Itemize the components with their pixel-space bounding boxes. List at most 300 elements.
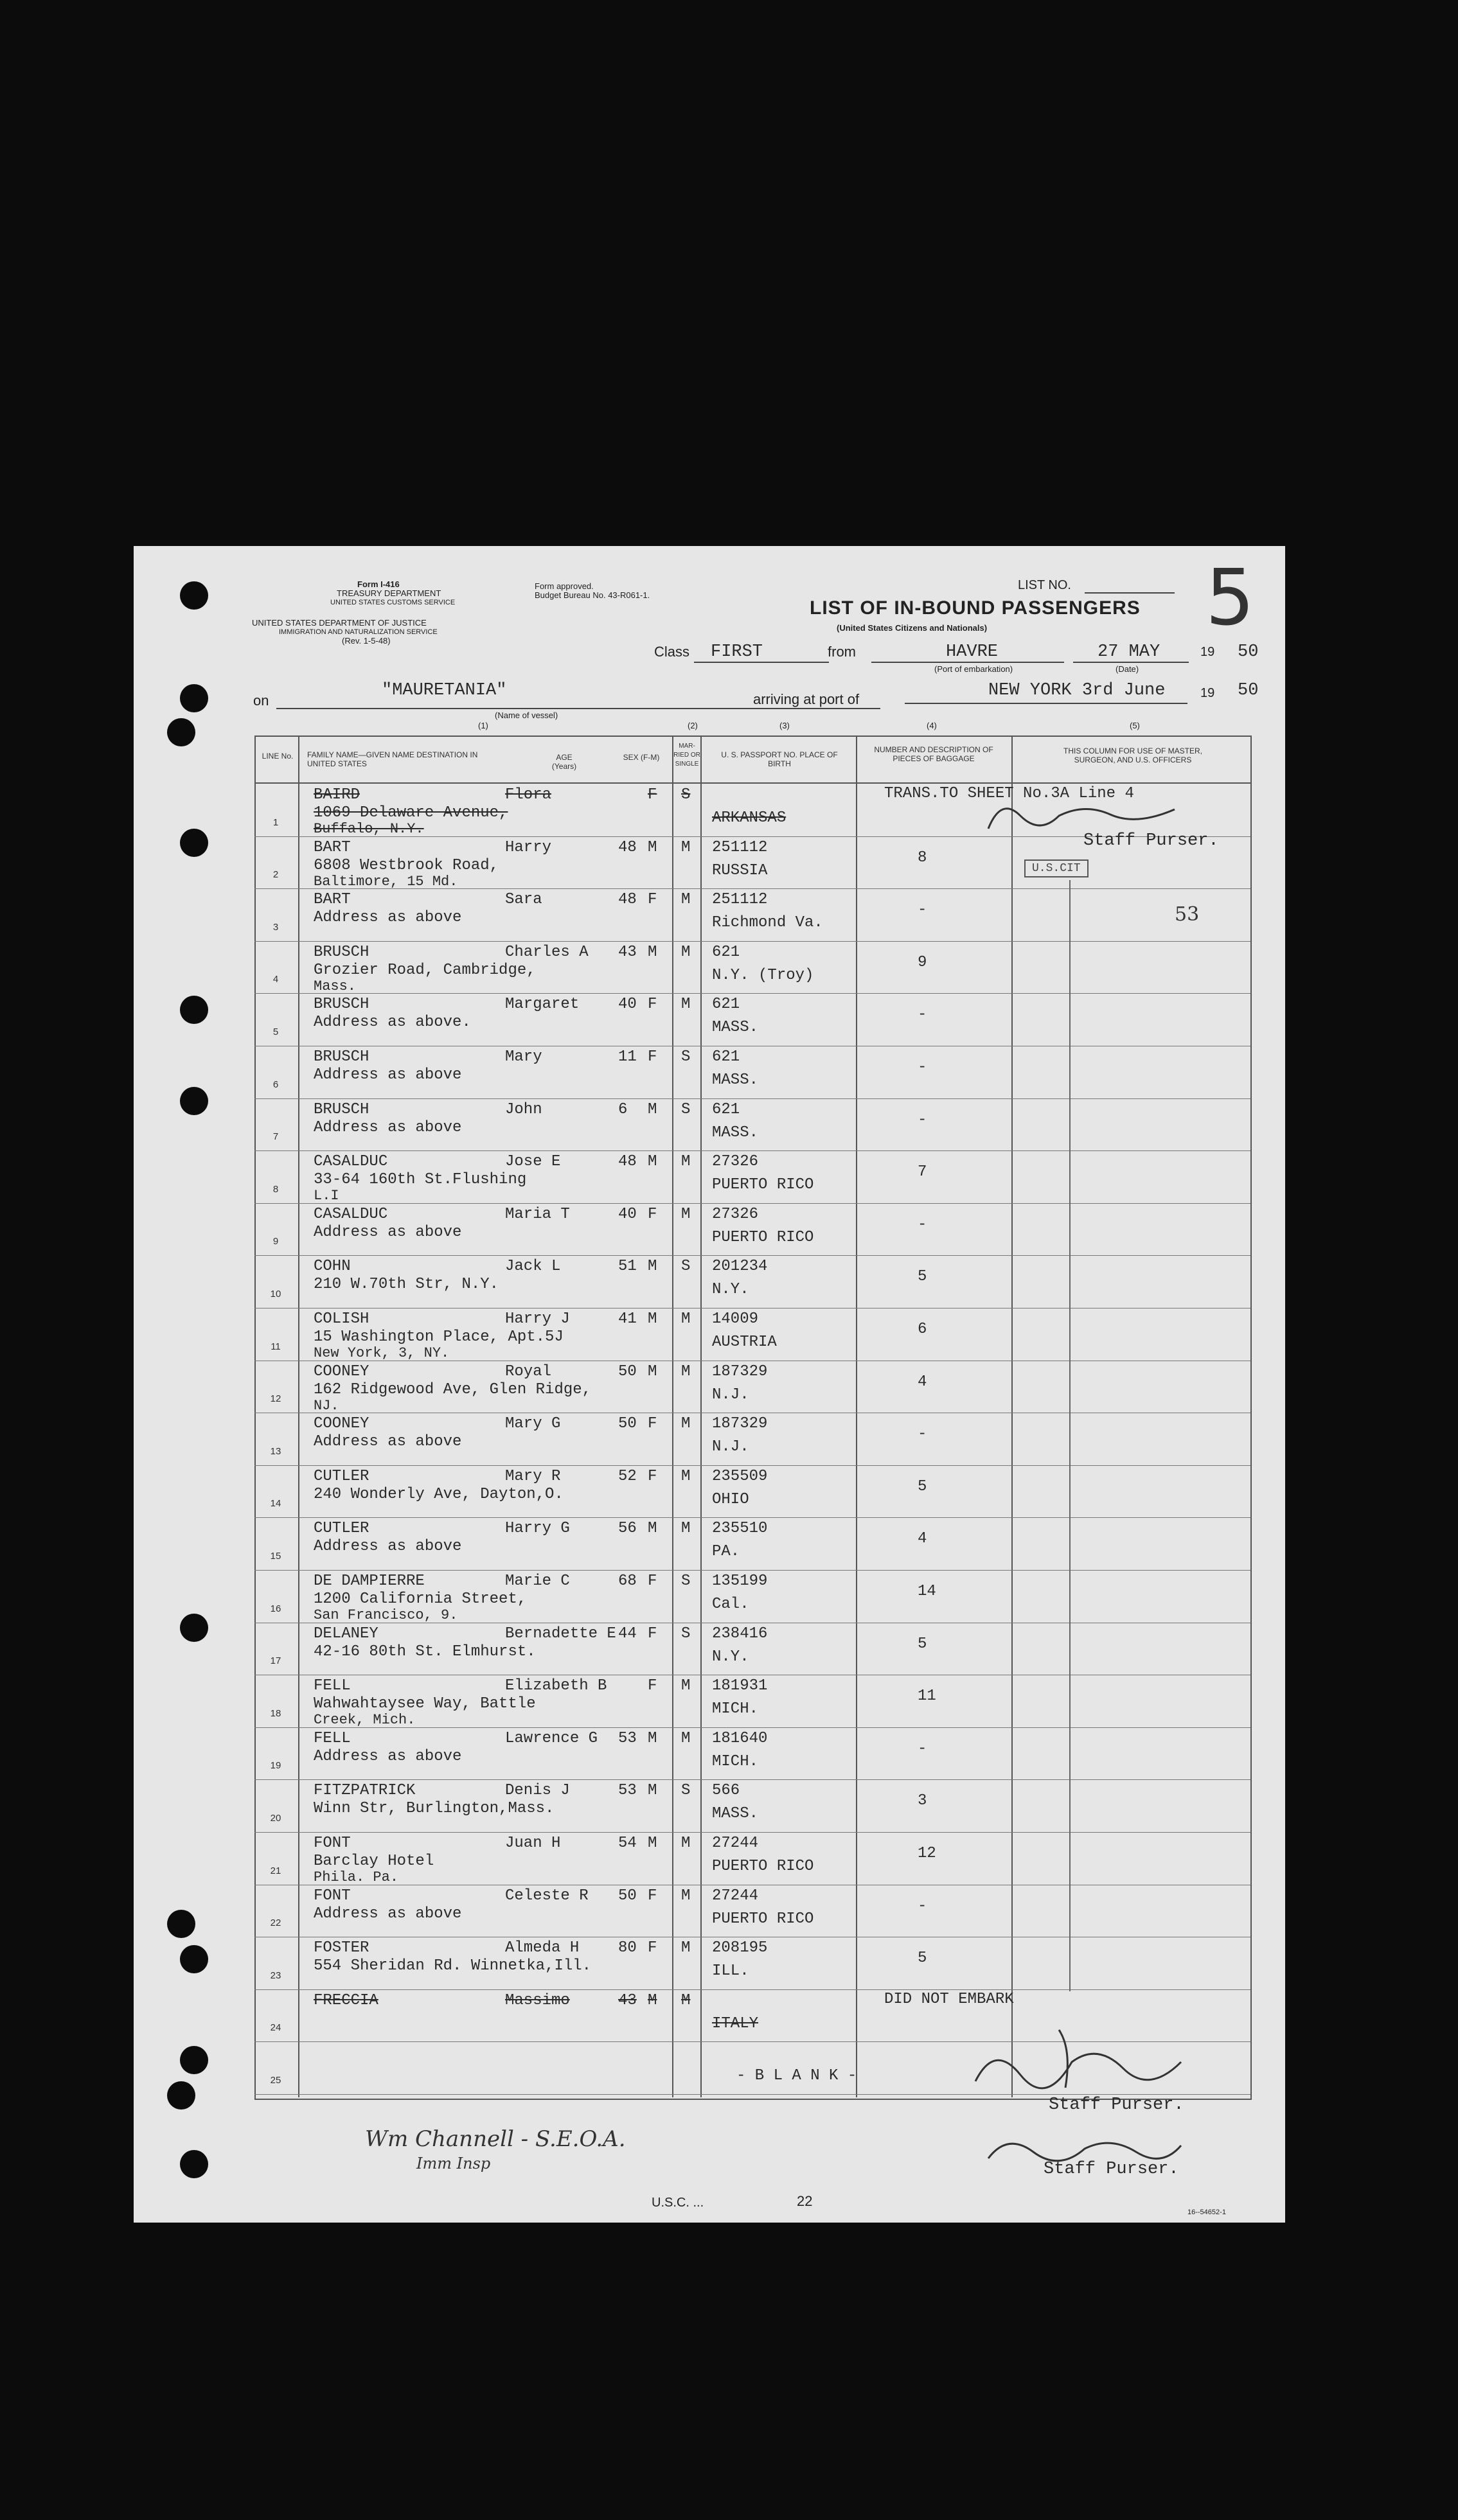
marital-status: S	[681, 1100, 691, 1118]
year2-prefix: 19	[1200, 686, 1215, 700]
vessel-caption: (Name of vessel)	[495, 710, 558, 720]
family-name: BART	[314, 838, 351, 856]
line-number: 11	[271, 1341, 281, 1352]
age: 50	[618, 1415, 637, 1433]
place-of-birth: PUERTO RICO	[712, 1910, 814, 1928]
place-of-birth: MASS.	[712, 1071, 759, 1089]
age: 50	[618, 1887, 637, 1905]
age: 48	[618, 838, 637, 856]
family-name: BART	[314, 891, 351, 909]
address-line-1: 240 Wonderly Ave, Dayton,O.	[314, 1485, 564, 1503]
address-line-1: Barclay Hotel	[314, 1853, 434, 1870]
colhead-age: AGE (Years)	[551, 753, 577, 771]
family-name: DE DAMPIERRE	[314, 1573, 425, 1590]
marital-status: M	[681, 1153, 691, 1171]
family-name: CUTLER	[314, 1467, 369, 1485]
punch-hole	[180, 2150, 208, 2178]
sex: M	[648, 1258, 657, 1276]
passport-number: 201234	[712, 1258, 768, 1276]
address-line-1: Winn Str, Burlington,Mass.	[314, 1800, 555, 1818]
sex: M	[648, 1520, 657, 1538]
line-number: 6	[272, 1079, 279, 1090]
inspector-signature: Wm Channell - S.E.O.A.	[365, 2126, 626, 2152]
purser-signature	[982, 790, 1187, 841]
passport-number: 251112	[712, 891, 768, 909]
year-prefix: 19	[1200, 645, 1215, 659]
colhead-passport: U. S. PASSPORT NO. PLACE OF BIRTH	[721, 750, 838, 768]
justice-dept: UNITED STATES DEPARTMENT OF JUSTICE	[252, 618, 427, 628]
baggage-count: 6	[918, 1321, 927, 1338]
budget-bureau: Budget Bureau No. 43-R061-1.	[535, 590, 650, 600]
address-line-1: Address as above.	[314, 1014, 471, 1032]
line-number: 18	[270, 1707, 281, 1719]
place-of-birth: RUSSIA	[712, 861, 768, 879]
address-line-2: Creek, Mich.	[314, 1712, 416, 1729]
punch-hole	[180, 1087, 208, 1115]
place-of-birth: ARKANSAS	[712, 809, 787, 827]
given-name: Lawrence G	[505, 1729, 598, 1747]
baggage-count: -	[918, 1215, 927, 1233]
port-embark-caption: (Port of embarkation)	[934, 664, 1013, 674]
marital-status: M	[681, 1415, 691, 1433]
line-number: 23	[270, 1969, 281, 1981]
sex: F	[648, 786, 657, 804]
age: 53	[618, 1782, 637, 1800]
table-row	[254, 1570, 1250, 1623]
staff-purser-2: Staff Purser.	[1049, 2095, 1184, 2115]
passport-number: 181931	[712, 1677, 768, 1695]
given-name: Mary G	[505, 1415, 561, 1433]
line-number: 1	[272, 816, 279, 828]
marital-status: M	[681, 1520, 691, 1538]
place-of-birth: PUERTO RICO	[712, 1228, 814, 1246]
colhead-baggage: NUMBER AND DESCRIPTION OF PIECES OF BAGGAGE	[874, 745, 993, 763]
list-number-handwritten: 5	[1205, 554, 1255, 643]
baggage-count: -	[918, 901, 927, 919]
passport-number: 566	[712, 1782, 740, 1800]
address-line-1: Address as above	[314, 1066, 462, 1084]
sex: F	[648, 1205, 657, 1223]
sex: M	[648, 838, 657, 856]
purser-signature	[982, 2126, 1187, 2171]
place-of-birth: AUSTRIA	[712, 1334, 777, 1351]
marital-status: S	[681, 1625, 691, 1643]
colhead-line: LINE No.	[262, 752, 294, 761]
family-name: BRUSCH	[314, 996, 369, 1014]
line-number: 14	[270, 1498, 281, 1510]
line-number: 13	[270, 1445, 281, 1457]
place-of-birth: MASS.	[712, 1805, 759, 1823]
sex: F	[648, 1939, 657, 1957]
family-name: FELL	[314, 1729, 351, 1747]
baggage-count: -	[918, 1897, 927, 1915]
year2-value: 50	[1238, 681, 1259, 700]
place-of-birth: Cal.	[712, 1596, 749, 1613]
passport-number: 238416	[712, 1625, 768, 1643]
table-row	[254, 1832, 1250, 1885]
line-number: 20	[270, 1812, 281, 1824]
passport-number: 27244	[712, 1835, 759, 1852]
colhead-name: FAMILY NAME—GIVEN NAME DESTINATION IN UNITED STATES	[307, 750, 478, 768]
punch-hole	[180, 829, 208, 857]
date-caption: (Date)	[1116, 664, 1139, 674]
marital-status: M	[681, 1729, 691, 1747]
sex: F	[648, 1573, 657, 1590]
table-row	[254, 993, 1250, 1046]
baggage-count: -	[918, 1059, 927, 1076]
place-of-birth: OHIO	[712, 1490, 749, 1508]
table-row	[254, 1361, 1250, 1413]
family-name: BRUSCH	[314, 1048, 369, 1066]
sex: M	[648, 943, 657, 961]
punch-hole	[180, 2046, 208, 2074]
age: 54	[618, 1835, 637, 1852]
baggage-count: 5	[918, 1268, 927, 1286]
passport-number: 621	[712, 996, 740, 1014]
given-name: Marie C	[505, 1573, 570, 1590]
punch-hole	[180, 581, 208, 610]
baggage-count: 5	[918, 1635, 927, 1653]
sex: F	[648, 1887, 657, 1905]
line-number: 16	[270, 1603, 281, 1614]
age: 50	[618, 1362, 637, 1380]
line-number: 19	[270, 1760, 281, 1772]
count-annotation: 53	[1175, 903, 1200, 926]
place-of-birth: PA.	[712, 1543, 740, 1561]
passport-number: 621	[712, 1100, 740, 1118]
address-line-1: Address as above	[314, 1433, 462, 1451]
table-row	[254, 1413, 1250, 1465]
revision: (Rev. 1-5-48)	[342, 636, 391, 646]
marital-status: M	[681, 1887, 691, 1905]
marital-status: M	[681, 996, 691, 1014]
punch-hole	[180, 684, 208, 712]
passport-number: 181640	[712, 1729, 768, 1747]
place-of-birth: N.Y.	[712, 1648, 749, 1666]
customs-service: UNITED STATES CUSTOMS SERVICE	[330, 599, 456, 606]
baggage-count: 8	[918, 849, 927, 867]
address-line-1: 15 Washington Place, Apt.5J	[314, 1328, 564, 1346]
passport-number: 187329	[712, 1362, 768, 1380]
ins-service: IMMIGRATION AND NATURALIZATION SERVICE	[279, 628, 438, 636]
family-name: CASALDUC	[314, 1205, 388, 1223]
baggage-count: 5	[918, 1477, 927, 1495]
passport-number: 621	[712, 943, 740, 961]
marital-status: M	[681, 1310, 691, 1328]
list-no-label: LIST NO.	[1018, 578, 1071, 592]
age: 68	[618, 1573, 637, 1590]
family-name: CASALDUC	[314, 1153, 388, 1171]
passport-number: 235510	[712, 1520, 768, 1538]
sex: M	[648, 1729, 657, 1747]
table-row	[254, 1308, 1250, 1361]
address-line-2: L.I	[314, 1188, 339, 1204]
sex: F	[648, 1625, 657, 1643]
family-name: BRUSCH	[314, 1100, 369, 1118]
inspector-title: Imm Insp	[416, 2154, 491, 2172]
marital-status: M	[681, 1362, 691, 1380]
marital-status: M	[681, 1205, 691, 1223]
footer-usc: U.S.C. ...	[652, 2196, 704, 2210]
given-name: Mary	[505, 1048, 542, 1066]
marital-status: M	[681, 1939, 691, 1957]
punch-hole	[167, 2081, 195, 2110]
baggage-count: -	[918, 1006, 927, 1024]
passport-number: 251112	[712, 838, 768, 856]
given-name: Mary R	[505, 1467, 561, 1485]
place-of-birth: N.Y. (Troy)	[712, 966, 814, 984]
date-value: 27 MAY	[1098, 642, 1160, 662]
address-line-1: 33-64 160th St.Flushing	[314, 1171, 527, 1189]
family-name: BAIRD	[314, 786, 360, 804]
given-name: Maria T	[505, 1205, 570, 1223]
given-name: Sara	[505, 891, 542, 909]
address-line-2: San Francisco, 9.	[314, 1607, 458, 1623]
family-name: BRUSCH	[314, 943, 369, 961]
sex: F	[648, 1415, 657, 1433]
purser-signature	[969, 2023, 1187, 2101]
form-number: Form I-416	[357, 579, 400, 589]
staff-purser-1: Staff Purser.	[1083, 831, 1219, 850]
passport-number: 135199	[712, 1573, 768, 1590]
sex: F	[648, 996, 657, 1014]
address-line-2: Baltimore, 15 Md.	[314, 873, 458, 890]
address-line-2: Buffalo, N.Y.	[314, 821, 424, 837]
address-line-1: 6808 Westbrook Road,	[314, 856, 499, 874]
address-line-1: 42-16 80th St. Elmhurst.	[314, 1643, 536, 1661]
address-line-1: Address as above	[314, 909, 462, 927]
age: 48	[618, 1153, 637, 1171]
line-number: 24	[270, 2022, 281, 2034]
passport-number: 27244	[712, 1887, 759, 1905]
given-name: Jose E	[505, 1153, 561, 1171]
given-name: Charles A	[505, 943, 589, 961]
sex: F	[648, 1048, 657, 1066]
table-row	[254, 1885, 1250, 1937]
treasury-dept: TREASURY DEPARTMENT	[337, 588, 441, 598]
family-name: FRECCIA	[314, 1991, 378, 2009]
family-name: FITZPATRICK	[314, 1782, 416, 1800]
baggage-count: 12	[918, 1845, 936, 1862]
sex: M	[648, 1310, 657, 1328]
address-line-1: Grozier Road, Cambridge,	[314, 961, 536, 979]
given-name: Juan H	[505, 1835, 561, 1852]
given-name: Almeda H	[505, 1939, 580, 1957]
given-name: Margaret	[505, 996, 580, 1014]
address-line-2: Phila. Pa.	[314, 1869, 399, 1885]
table-row	[254, 1150, 1250, 1203]
family-name: CUTLER	[314, 1520, 369, 1538]
given-name: Bernadette E	[505, 1625, 616, 1643]
family-name: FONT	[314, 1887, 351, 1905]
age: 40	[618, 1205, 637, 1223]
sex: F	[648, 1467, 657, 1485]
table-row	[254, 1623, 1250, 1675]
table-row	[254, 888, 1250, 941]
class-label: Class	[654, 644, 690, 660]
baggage-count: 11	[918, 1687, 936, 1705]
on-label: on	[253, 692, 269, 709]
colhead-officers: THIS COLUMN FOR USE OF MASTER, SURGEON, AND U.S. OFFICERS	[1063, 746, 1202, 764]
family-name: COHN	[314, 1258, 351, 1276]
address-line-1: Address as above	[314, 1538, 462, 1556]
address-line-1: 162 Ridgewood Ave, Glen Ridge,	[314, 1380, 592, 1398]
line-number: 9	[272, 1236, 279, 1247]
place-of-birth: MASS.	[712, 1123, 759, 1141]
punch-hole	[180, 1945, 208, 1973]
age: 80	[618, 1939, 637, 1957]
table-row	[254, 1937, 1250, 1989]
age: 44	[618, 1625, 637, 1643]
table-row	[254, 1779, 1250, 1832]
age: 11	[618, 1048, 637, 1066]
col-num-3: (3)	[779, 721, 790, 730]
given-name: Elizabeth B	[505, 1677, 607, 1695]
line-number: 17	[270, 1655, 281, 1667]
punch-hole	[180, 1614, 208, 1642]
from-value: HAVRE	[946, 642, 999, 662]
family-name: FONT	[314, 1835, 351, 1852]
line-number: 7	[272, 1131, 279, 1143]
marital-status: S	[681, 786, 691, 804]
address-line-1: 1069 Delaware Avenue,	[314, 804, 508, 822]
address-line-2: NJ.	[314, 1397, 339, 1414]
marital-status: M	[681, 1467, 691, 1485]
age: 51	[618, 1258, 637, 1276]
place-of-birth: N.J.	[712, 1386, 749, 1404]
given-name: Harry J	[505, 1310, 570, 1328]
family-name: COONEY	[314, 1415, 369, 1433]
row-note: DID NOT EMBARK	[884, 1990, 1014, 2008]
place-of-birth: N.J.	[712, 1438, 749, 1456]
family-name: DELANEY	[314, 1625, 378, 1643]
table-row	[254, 1255, 1250, 1308]
given-name: John	[505, 1100, 542, 1118]
address-line-1: 1200 California Street,	[314, 1590, 527, 1608]
age: 53	[618, 1729, 637, 1747]
place-of-birth: MASS.	[712, 1019, 759, 1037]
marital-status: S	[681, 1573, 691, 1590]
baggage-count: -	[918, 1111, 927, 1129]
marital-status: M	[681, 838, 691, 856]
marital-status: M	[681, 943, 691, 961]
sex: M	[648, 1782, 657, 1800]
address-line-1: Address as above	[314, 1118, 462, 1136]
form-approved: Form approved.	[535, 581, 594, 591]
line-number: 3	[272, 921, 279, 933]
col-num-5: (5)	[1130, 721, 1140, 730]
passport-number: 621	[712, 1048, 740, 1066]
arrival-value: NEW YORK 3rd June	[988, 681, 1166, 700]
from-label: from	[828, 644, 856, 660]
passport-number: 187329	[712, 1415, 768, 1433]
marital-status: S	[681, 1782, 691, 1800]
marital-status: S	[681, 1048, 691, 1066]
baggage-count: -	[918, 1740, 927, 1758]
family-name: FOSTER	[314, 1939, 369, 1957]
given-name: Royal	[505, 1362, 552, 1380]
age: 40	[618, 996, 637, 1014]
punch-hole	[167, 718, 195, 746]
baggage-count: 4	[918, 1373, 927, 1391]
colhead-married: MAR-RIED OR SINGLE	[673, 743, 700, 768]
row-note: - B L A N K -	[736, 2067, 857, 2085]
line-number: 25	[270, 2074, 281, 2086]
table-row	[254, 941, 1250, 994]
line-number: 21	[270, 1865, 281, 1876]
sex: F	[648, 1677, 657, 1695]
passport-number: 208195	[712, 1939, 768, 1957]
place-of-birth: N.Y.	[712, 1281, 749, 1299]
passport-number: 27326	[712, 1153, 759, 1171]
family-name: COLISH	[314, 1310, 369, 1328]
line-number: 15	[270, 1550, 281, 1562]
given-name: Celeste R	[505, 1887, 589, 1905]
line-number: 8	[272, 1183, 279, 1195]
manifest-sheet	[134, 546, 1285, 2223]
given-name: Denis J	[505, 1782, 570, 1800]
family-name: FELL	[314, 1677, 351, 1695]
age: 6	[618, 1100, 628, 1118]
passport-number: 27326	[712, 1205, 759, 1223]
marital-status: M	[681, 1991, 691, 2009]
line-number: 22	[270, 1917, 281, 1929]
class-value: FIRST	[711, 642, 763, 662]
age: 43	[618, 943, 637, 961]
address-line-1: Address as above	[314, 1223, 462, 1241]
given-name: Harry	[505, 838, 552, 856]
sex: M	[648, 1362, 657, 1380]
age: 56	[618, 1520, 637, 1538]
address-line-2: New York, 3, NY.	[314, 1345, 450, 1361]
arriving-label: arriving at port of	[753, 691, 860, 707]
baggage-count: 7	[918, 1163, 927, 1181]
marital-status: M	[681, 1835, 691, 1852]
sex: M	[648, 1153, 657, 1171]
printer-code: 16--54652-1	[1187, 2208, 1226, 2216]
page-subtitle: (United States Citizens and Nationals)	[837, 623, 988, 633]
given-name: Flora	[505, 786, 552, 804]
colhead-sex: SEX (F-M)	[623, 753, 660, 762]
place-of-birth: ILL.	[712, 1962, 749, 1980]
given-name: Harry G	[505, 1520, 570, 1538]
table-row	[254, 1727, 1250, 1780]
vessel-name: "MAURETANIA"	[382, 681, 507, 700]
given-name: Jack L	[505, 1258, 561, 1276]
footer-number: 22	[797, 2193, 813, 2209]
table-row	[254, 1465, 1250, 1518]
passport-number: 14009	[712, 1310, 759, 1328]
address-line-1: 554 Sheridan Rd. Winnetka,Ill.	[314, 1957, 592, 1975]
line-number: 10	[270, 1288, 281, 1300]
baggage-count: 4	[918, 1530, 927, 1548]
baggage-count: 3	[918, 1792, 927, 1810]
given-name: Massimo	[505, 1991, 570, 2009]
place-of-birth: Richmond Va.	[712, 914, 823, 932]
sex: F	[648, 891, 657, 909]
age: 43	[618, 1991, 637, 2009]
sex: M	[648, 1835, 657, 1852]
us-citizen-stamp: U.S.CIT	[1024, 859, 1089, 877]
marital-status: S	[681, 1258, 691, 1276]
table-row	[254, 1517, 1250, 1570]
table-row	[254, 1046, 1250, 1098]
sex: M	[648, 1991, 657, 2009]
table-row	[254, 1203, 1250, 1256]
address-line-1: Address as above	[314, 1747, 462, 1765]
place-of-birth: MICH.	[712, 1752, 759, 1770]
table-row	[254, 1675, 1250, 1727]
